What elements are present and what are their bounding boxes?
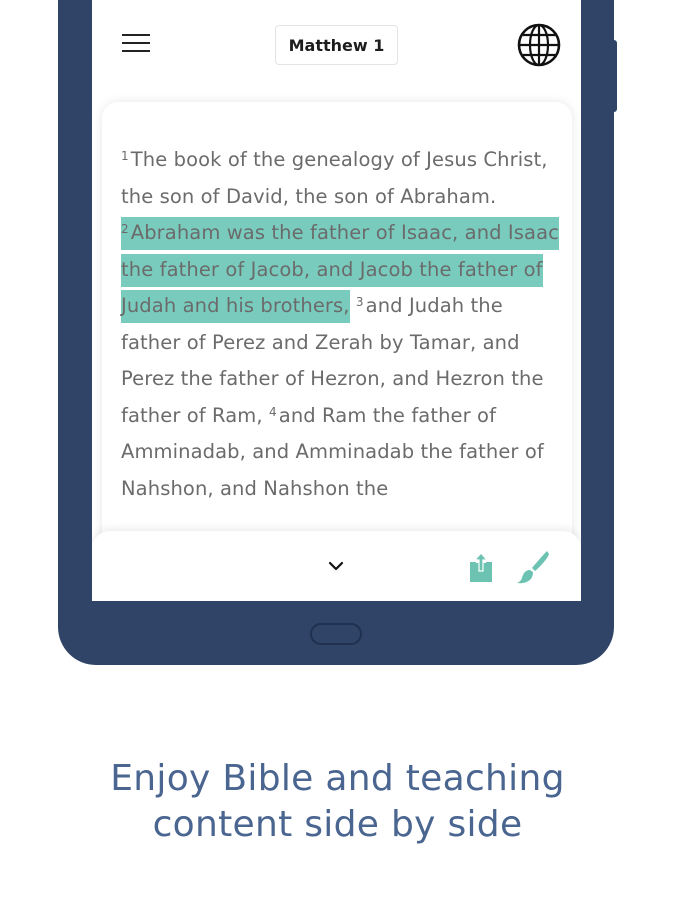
verse-text[interactable]: and Judah the father of Perez and Zerah by Tamar, and Perez the father of Hezron, and Hezron the father of Ram,: [121, 294, 544, 427]
menu-button[interactable]: [122, 34, 152, 54]
hamburger-menu-icon: [122, 34, 150, 36]
scripture-text: [121, 142, 563, 507]
collapse-button[interactable]: [325, 558, 347, 574]
share-button[interactable]: [466, 551, 496, 583]
verse-number: 3: [355, 295, 364, 309]
tablet-home-button: [310, 623, 362, 645]
share-icon: [466, 551, 496, 583]
verse-text[interactable]: The book of the genealogy of Jesus Christ, the son of David, the son of Abraham.: [121, 148, 548, 208]
language-button[interactable]: [516, 22, 562, 68]
verse-text: Abraham was the father of Isaac, and Isaac the father of Jacob, and Jacob the father of Judah and his brothers,: [121, 221, 559, 317]
bottom-toolbar: [92, 531, 581, 601]
globe-icon: [516, 22, 562, 68]
tablet-side-button: [612, 40, 617, 112]
brush-icon: [516, 549, 550, 585]
chevron-down-icon: [325, 558, 347, 574]
caption-line-1: Enjoy Bible and teaching: [110, 758, 565, 799]
verse-number: 4: [269, 404, 277, 419]
highlight-button[interactable]: [516, 549, 550, 585]
marketing-caption: [0, 756, 675, 848]
caption-line-2: content side by side: [152, 804, 523, 845]
reading-card: [102, 102, 572, 601]
verse-number: 2: [121, 222, 129, 236]
verse-text[interactable]: and Ram the father of Amminadab, and Amminadab the father of Nahshon, and Nahshon the: [121, 403, 544, 500]
chapter-selector-button[interactable]: Matthew 1: [275, 25, 398, 65]
verse-number: 1: [121, 149, 129, 163]
app-screen: [92, 0, 581, 601]
